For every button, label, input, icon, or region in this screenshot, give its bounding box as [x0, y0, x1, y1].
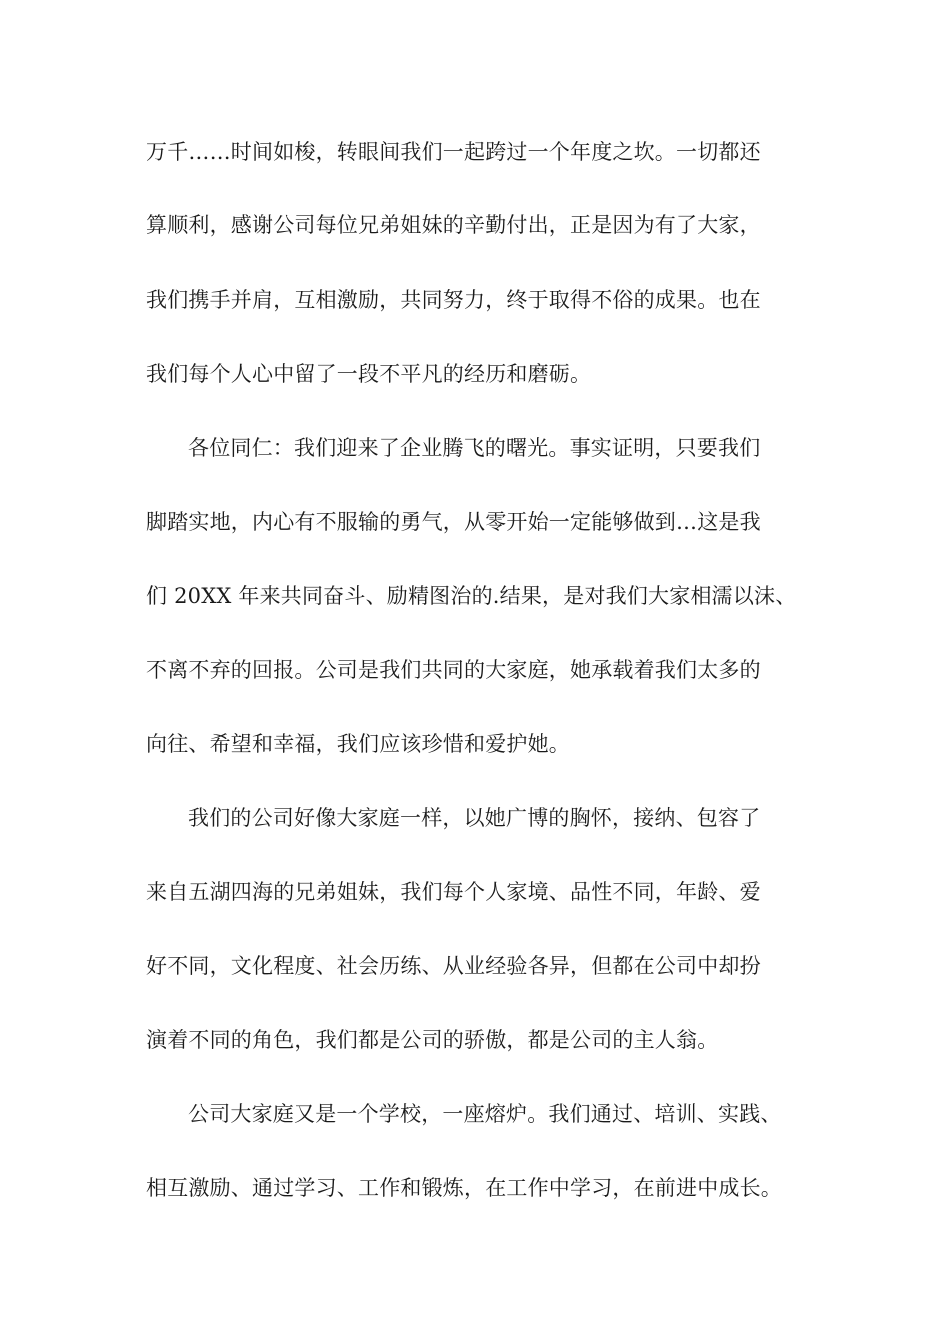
- text-line: 演着不同的角色，我们都是公司的骄傲，都是公司的主人翁。: [146, 1028, 719, 1052]
- text-line: 相互激励、通过学习、工作和锻炼，在工作中学习，在前进中成长。: [146, 1176, 782, 1200]
- paragraph-first-line: 我们的公司好像大家庭一样，以她广博的胸怀，接纳、包容了: [188, 806, 761, 830]
- text-line: 好不同，文化程度、社会历练、从业经验各异，但都在公司中却扮: [146, 954, 761, 978]
- paragraph-first-line: 各位同仁：我们迎来了企业腾飞的曙光。事实证明，只要我们: [188, 436, 761, 460]
- text-line: 来自五湖四海的兄弟姐妹，我们每个人家境、品性不同，年龄、爱: [146, 880, 761, 904]
- text-line: 不离不弃的回报。公司是我们共同的大家庭，她承载着我们太多的: [146, 658, 761, 682]
- text-line: 我们每个人心中留了一段不平凡的经历和磨砺。: [146, 362, 592, 386]
- text-line: 我们携手并肩，互相激励，共同努力，终于取得不俗的成果。也在: [146, 288, 761, 312]
- text-line: 算顺利，感谢公司每位兄弟姐妹的辛勤付出，正是因为有了大家，: [146, 213, 761, 237]
- paragraph-first-line: 公司大家庭又是一个学校，一座熔炉。我们通过、培训、实践、: [188, 1102, 782, 1126]
- text-line: 万千……时间如梭，转眼间我们一起跨过一个年度之坎。一切都还: [146, 140, 761, 164]
- text-line: 们 20XX 年来共同奋斗、励精图治的.结果，是对我们大家相濡以沫、: [146, 584, 797, 608]
- text-line: 向往、希望和幸福，我们应该珍惜和爱护她。: [146, 732, 570, 756]
- text-line: 脚踏实地，内心有不服输的勇气，从零开始一定能够做到…这是我: [146, 510, 761, 534]
